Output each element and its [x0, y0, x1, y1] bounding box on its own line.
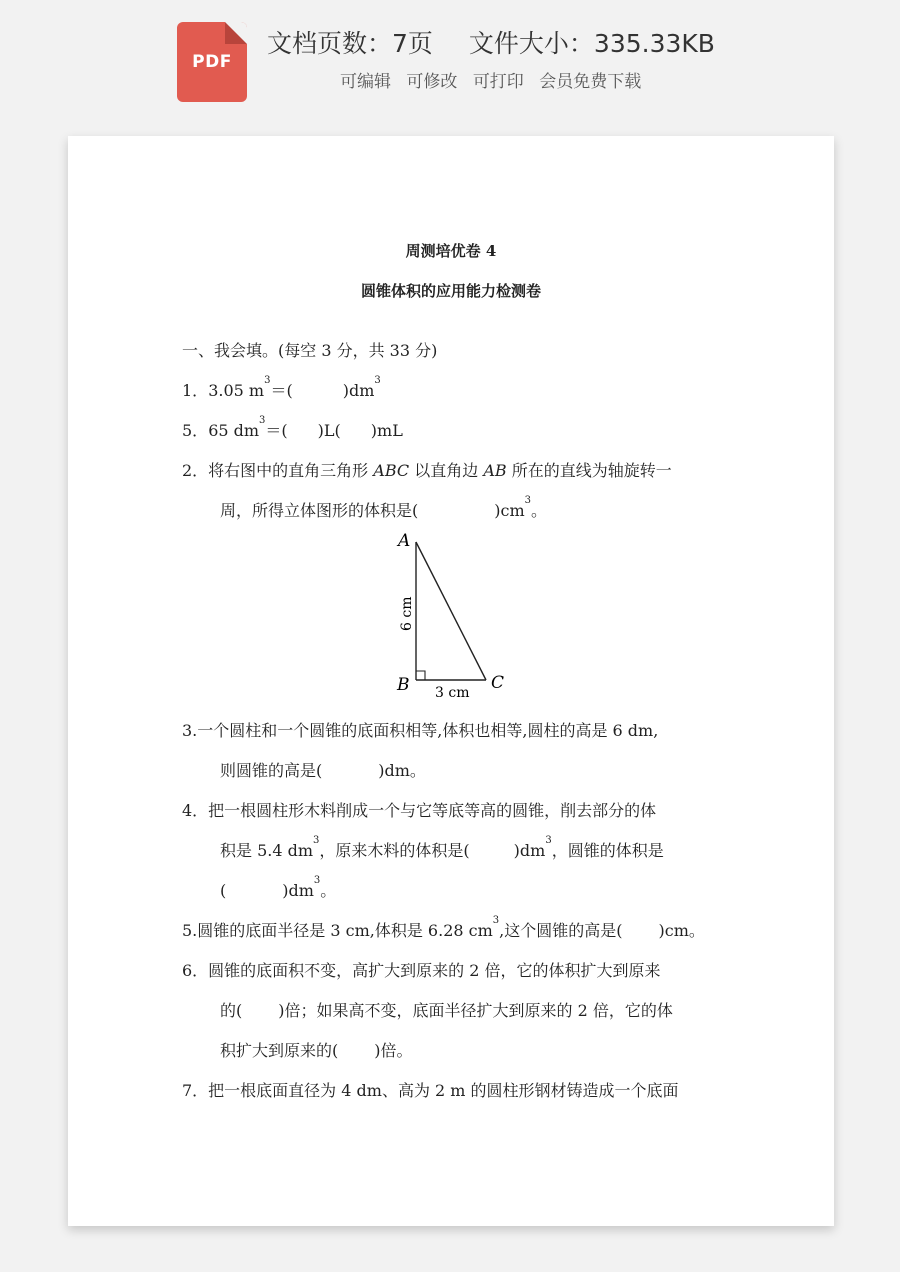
q5-sup: 3 — [492, 915, 500, 926]
vertex-a-label: A — [398, 531, 411, 551]
question-6-line3 — [220, 1038, 413, 1061]
question-3-line1: 3.一个圆柱和一个圆锥的底面积相等,体积也相等,圆柱的高是 6 dm, — [182, 721, 659, 740]
file-size: 文件大小：335.33KB — [468, 29, 715, 58]
question-4-line2 — [220, 835, 664, 861]
q2-text-b: 以直角边 — [409, 461, 484, 480]
doc-subtitle: 圆锥体积的应用能力检测卷 — [360, 282, 541, 300]
vertex-b-label: B — [397, 675, 410, 695]
q2-ab: AB — [483, 461, 507, 480]
q4-unit-b: )dm — [282, 881, 314, 900]
download-header — [0, 0, 900, 120]
q2-text-d: 周，所得立体图形的体积是( — [220, 501, 419, 520]
q1b-sup: 3 — [259, 415, 266, 426]
q1a-value: 3.05 m — [208, 381, 265, 400]
q2-unit: )cm — [494, 501, 525, 520]
vertex-c-label: C — [491, 673, 505, 693]
right-triangle-figure — [388, 526, 518, 701]
q4-text-b: ，原来木料的体积是( — [319, 841, 470, 860]
right-angle-mark — [416, 671, 425, 680]
q1b-mid: )L( — [317, 421, 341, 440]
q2-abc: ABC — [373, 461, 410, 480]
question-2-line1 — [182, 458, 672, 481]
pdf-icon-fold — [225, 22, 247, 44]
feature-modifiable: 可修改 — [406, 72, 458, 92]
side-ac — [416, 542, 486, 680]
q5-text-a: 5.圆锥的底面半径是 3 cm,体积是 6.28 cm — [182, 921, 493, 940]
q4-unit-a: )dm — [513, 841, 546, 860]
feature-list — [340, 67, 651, 92]
q5-unit: )cm。 — [658, 921, 705, 940]
q4-sup-a: 3 — [313, 835, 320, 846]
q1a-number: 1． — [182, 381, 209, 400]
q1a-unit: )dm — [342, 381, 375, 400]
q1b-eq: ＝( — [265, 421, 288, 440]
feature-editable: 可编辑 — [340, 72, 391, 92]
page-count: 文档页数：7页 — [267, 29, 433, 58]
pdf-badge-label: PDF — [192, 52, 232, 72]
q1a-unit-sup: 3 — [374, 375, 381, 386]
feature-printable: 可打印 — [472, 72, 524, 92]
question-5 — [182, 915, 705, 941]
q6-text-b: )倍；如果高不变，底面半径扩大到原来的 2 倍，它的体 — [278, 1001, 673, 1020]
q1a-sup: 3 — [264, 375, 271, 386]
section-heading: 一、我会填。(每空 3 分，共 33 分) — [182, 341, 438, 360]
q6-text-a: 的( — [220, 1001, 243, 1020]
question-2-line2 — [220, 495, 548, 521]
q4-text-a: 积是 5.4 dm — [220, 841, 314, 860]
q4-text-c: ，圆锥的体积是 — [551, 841, 664, 860]
file-meta — [267, 24, 715, 60]
base-label: 3 cm — [435, 685, 470, 701]
q2-sup: 3 — [524, 495, 531, 506]
doc-title: 周测培优卷 4 — [405, 242, 497, 260]
q6-text-c: 积扩大到原来的( — [220, 1041, 339, 1060]
question-1a — [182, 375, 381, 401]
pdf-file-icon — [177, 22, 247, 102]
q1b-value: 65 dm — [208, 421, 260, 440]
q1a-eq: ＝( — [270, 381, 293, 400]
q1b-number: 5． — [182, 421, 209, 440]
q4-sup-b: 3 — [545, 835, 552, 846]
q3-text: 则圆锥的高是( — [220, 761, 323, 780]
height-label: 6 cm — [399, 596, 415, 631]
q4-end: 。 — [320, 881, 337, 900]
q4-sup-c: 3 — [313, 875, 321, 886]
document-page — [68, 136, 834, 1226]
question-1b — [182, 415, 403, 441]
q3-unit: )dm。 — [378, 761, 426, 780]
q5-text-b: ,这个圆锥的高是( — [499, 921, 623, 940]
question-4-line3 — [220, 875, 337, 901]
question-4-line1: 4．把一根圆柱形木料削成一个与它等底等高的圆锥，削去部分的体 — [182, 801, 657, 820]
q2-text-a: 2．将右图中的直角三角形 — [182, 461, 374, 480]
q4-paren: ( — [220, 881, 227, 900]
question-6-line1: 6．圆锥的底面积不变，高扩大到原来的 2 倍，它的体积扩大到原来 — [182, 961, 661, 980]
q2-end: 。 — [531, 501, 548, 520]
question-3-line2 — [220, 758, 426, 781]
q1b-unit: )mL — [370, 421, 403, 440]
q6-text-d: )倍。 — [374, 1041, 413, 1060]
question-6-line2 — [220, 998, 673, 1021]
question-7-line1: 7．把一根底面直径为 4 dm、高为 2 m 的圆柱形钢材铸造成一个底面 — [182, 1081, 679, 1100]
q2-text-c: 所在的直线为轴旋转一 — [506, 461, 672, 480]
feature-member-download: 会员免费下载 — [539, 72, 642, 92]
